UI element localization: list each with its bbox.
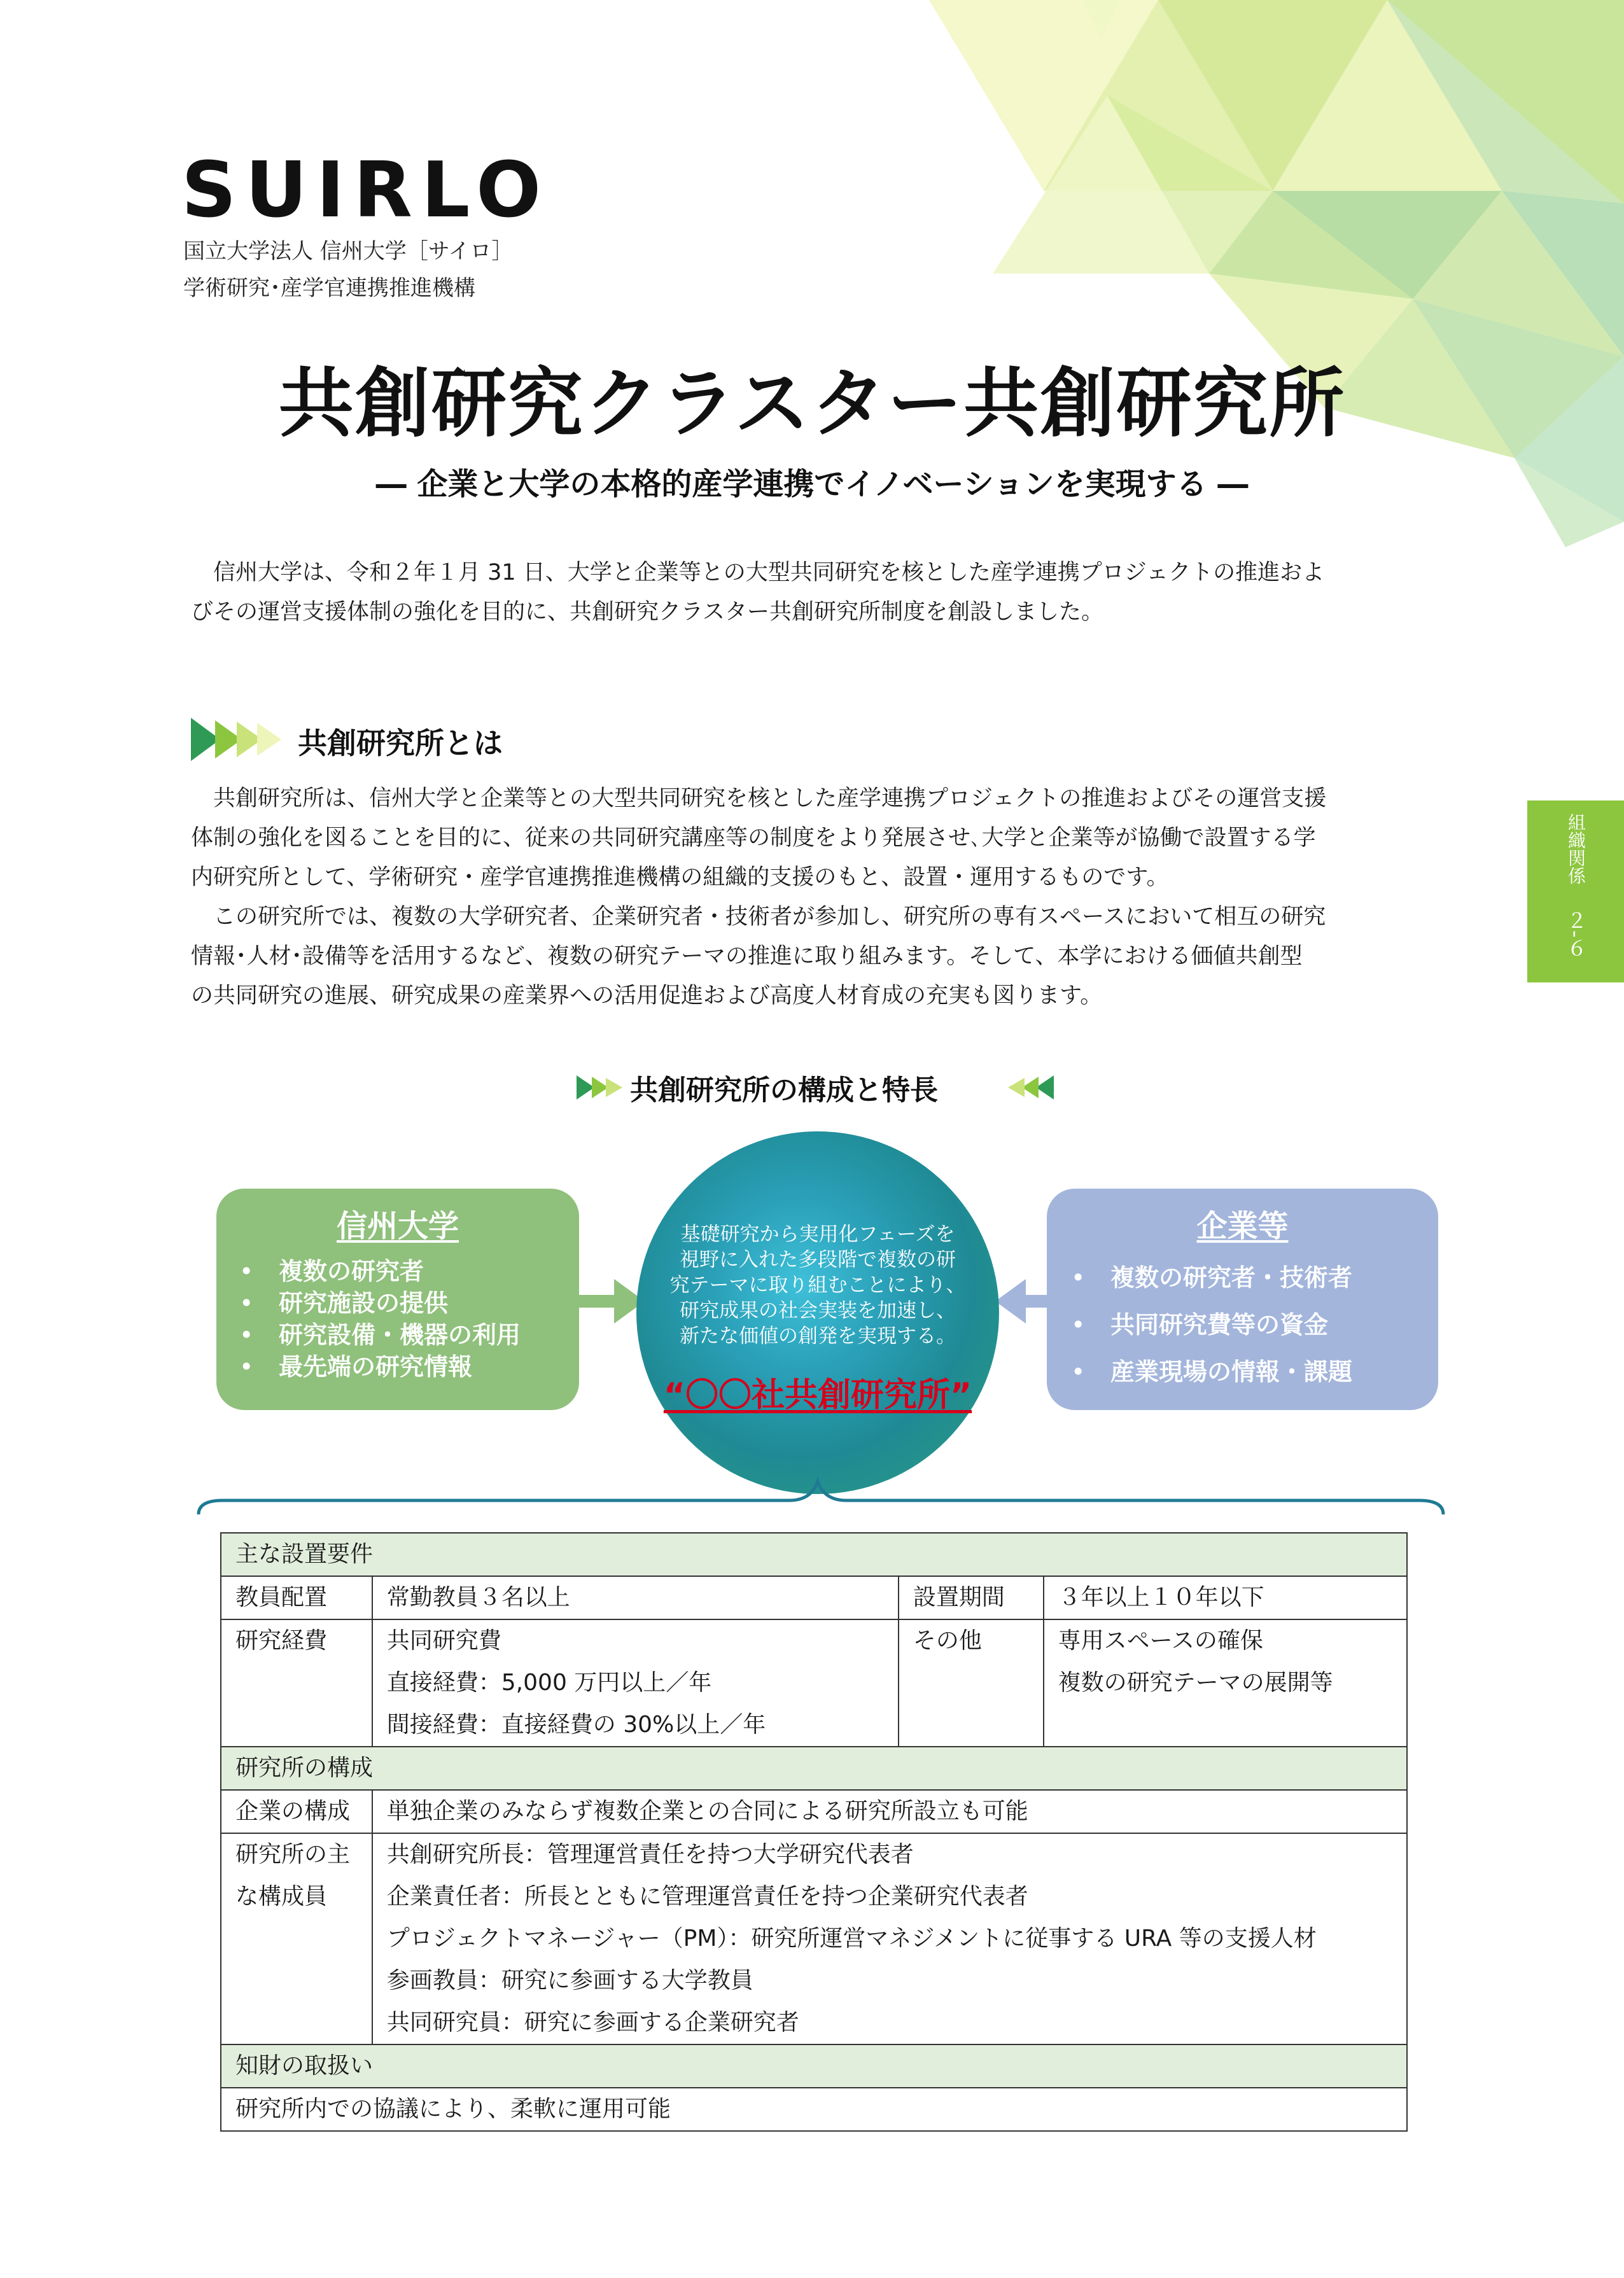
university-list xyxy=(279,1255,579,1383)
section-heading-about: 共創研究所とは xyxy=(298,726,503,760)
table-cell: 常勤教員３名以上 xyxy=(372,1576,899,1619)
center-line: 基礎研究から実用化フェーズを xyxy=(680,1223,955,1246)
university-item: • 研究施設の提供 xyxy=(279,1287,579,1319)
chapter-side-tab xyxy=(1527,800,1624,982)
arrow-left-icon xyxy=(1005,1074,1054,1101)
table-row xyxy=(221,2044,1407,2088)
table-cell: 単独企業のみならず複数企業との合同による研究所設立も可能 xyxy=(372,1790,1407,1833)
university-box xyxy=(216,1189,579,1410)
table-cell: ３年以上１０年以下 xyxy=(1044,1576,1407,1619)
about-paragraph xyxy=(191,779,1451,1016)
arrow-into-center-icon xyxy=(576,1273,646,1330)
table-cell-label: 企業の構成 xyxy=(221,1790,372,1833)
table-cell: 共同研究費 直接経費：5,000 万円以上／年 間接経費：直接経費の 30%以上／年 xyxy=(372,1619,899,1747)
section-arrows-icon xyxy=(191,718,286,761)
table-cell-label: 教員配置 xyxy=(221,1576,372,1619)
page-title: 共創研究クラスター共創研究所 xyxy=(278,360,1346,447)
table-cell: 専用スペースの確保 複数の研究テーマの展開等 xyxy=(1044,1619,1407,1747)
about-line: 情報･人材･設備等を活用するなど、複数の研究テーマの推進に取り組みます。そして、本学における価値共創型 xyxy=(191,944,1303,969)
intro-line: 信州大学は、令和２年１月 31 日、大学と企業等との大型共同研究を核とした産学連携プロジェクトの推進およ xyxy=(213,560,1325,585)
center-line: 究テーマに取り組むことにより、 xyxy=(669,1274,966,1297)
lab-name: “〇〇社共創研究所” xyxy=(663,1376,972,1415)
intro-paragraph xyxy=(191,553,1451,632)
table-section-header: 研究所の構成 xyxy=(221,1747,1407,1790)
logo-wordmark: SUIRLO xyxy=(181,146,550,235)
about-line: 体制の強化を図ることを目的に、従来の共同研究講座等の制度をより発展させ､大学と企業等が協働で設置する学 xyxy=(191,825,1316,851)
table-cell-label: その他 xyxy=(899,1619,1044,1747)
table-section-header: 知財の取扱い xyxy=(221,2044,1407,2088)
company-title: 企業等 xyxy=(1196,1208,1289,1244)
section-heading-structure: 共創研究所の構成と特長 xyxy=(630,1074,938,1107)
company-item: • 複数の研究者・技術者 xyxy=(1110,1262,1438,1294)
university-title: 信州大学 xyxy=(336,1208,459,1244)
page-subtitle: ― 企業と大学の本格的産学連携でイノベーションを実現する ― xyxy=(375,466,1249,502)
table-row xyxy=(221,1833,1407,2044)
center-description xyxy=(655,1222,980,1349)
table-row xyxy=(221,1619,1407,1747)
university-item: • 研究設備・機器の利用 xyxy=(279,1319,579,1351)
table-cell: 研究所内での協議により、柔軟に運用可能 xyxy=(221,2088,1407,2131)
about-line: 内研究所として、学術研究・産学官連携推進機構の組織的支援のもと、設置・運用するものです。 xyxy=(191,865,1169,890)
side-tab-number: ２-６ xyxy=(1564,910,1588,958)
center-line: 研究成果の社会実装を加速し、 xyxy=(680,1299,956,1322)
table-row xyxy=(221,1747,1407,1790)
company-box xyxy=(1047,1189,1438,1410)
table-cell: 共創研究所長：管理運営責任を持つ大学研究代表者 企業責任者：所長とともに管理運営責任を持つ企業研究代表者 プロジェクトマネージャー（PM）：研究所運営マネジメントに従事する URA 等の支援人材 参画教員：研究に参画する大学教員 共同研究員：研究に参画する企業研究者 xyxy=(372,1833,1407,2044)
org-name-line2: 学術研究･産学官連携推進機構 xyxy=(183,276,475,301)
university-item: • 最先端の研究情報 xyxy=(279,1351,579,1383)
table-cell-label: 研究経費 xyxy=(221,1619,372,1747)
about-line: 共創研究所は、信州大学と企業等との大型共同研究を核とした産学連携プロジェクトの推進およびその運営支援 xyxy=(213,786,1327,811)
company-list xyxy=(1110,1262,1438,1388)
university-item: • 複数の研究者 xyxy=(279,1255,579,1287)
company-item: • 産業現場の情報・課題 xyxy=(1110,1356,1438,1388)
table-section-header: 主な設置要件 xyxy=(221,1533,1407,1576)
requirements-table xyxy=(220,1532,1408,2132)
table-cell-label: 設置期間 xyxy=(899,1576,1044,1619)
intro-line: びその運営支援体制の強化を目的に、共創研究クラスター共創研究所制度を創設しました。 xyxy=(191,599,1103,625)
table-row xyxy=(221,1576,1407,1619)
side-tab-label: 組織関係 xyxy=(1565,813,1586,884)
table-row xyxy=(221,1790,1407,1833)
org-name-line1: 国立大学法人 信州大学［サイロ］ xyxy=(183,239,514,264)
center-line: 新たな価値の創発を実現する。 xyxy=(680,1325,956,1348)
arrow-right-icon xyxy=(577,1074,625,1101)
table-cell-label: 研究所の主 な構成員 xyxy=(221,1833,372,2044)
brace-divider xyxy=(191,1476,1451,1527)
company-item: • 共同研究費等の資金 xyxy=(1110,1309,1438,1341)
about-line: この研究所では、複数の大学研究者、企業研究者・技術者が参加し、研究所の専有スペースにおいて相互の研究 xyxy=(213,904,1326,930)
about-line: の共同研究の進展、研究成果の産業界への活用促進および高度人材育成の充実も図ります。 xyxy=(191,983,1103,1009)
table-row xyxy=(221,1533,1407,1576)
table-row xyxy=(221,2088,1407,2131)
center-line: 視野に入れた多段階で複数の研 xyxy=(680,1248,956,1271)
